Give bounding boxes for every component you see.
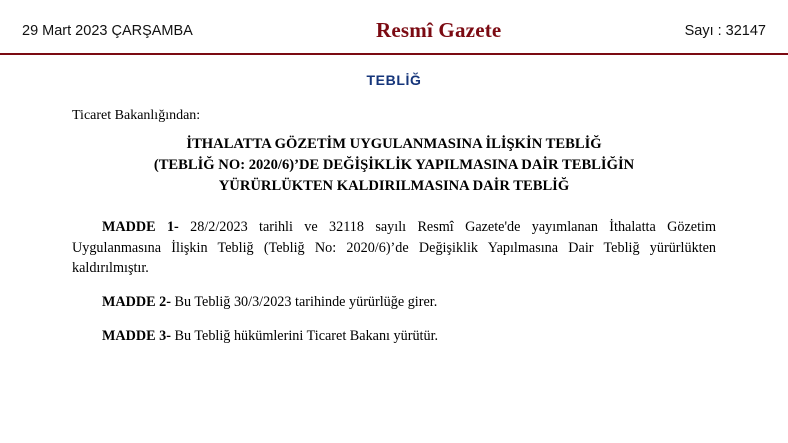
masthead — [0, 0, 788, 53]
article-number: MADDE 3- — [102, 328, 171, 345]
section-label: TEBLİĞ — [366, 72, 422, 88]
masthead-issue-number: Sayı : 32147 — [684, 22, 766, 39]
document-title-line: İTHALATTA GÖZETİM UYGULANMASINA İLİŞKİN TEBLİĞ — [186, 136, 602, 152]
article-item — [72, 326, 716, 346]
article-text: Bu Tebliğ 30/3/2023 tarihinde yürürlüğe girer. — [170, 294, 438, 311]
document-title-line: YÜRÜRLÜKTEN KALDIRILMASINA DAİR TEBLİĞ — [218, 178, 570, 195]
article-item — [72, 217, 716, 277]
document-body — [0, 108, 788, 347]
articles-list — [72, 217, 716, 346]
masthead-title: Resmî Gazete — [376, 18, 502, 42]
article-number: MADDE 1- — [102, 219, 179, 236]
document-issuer: Ticaret Bakanlığından: — [72, 108, 201, 123]
article-number: MADDE 2- — [102, 294, 171, 311]
masthead-divider — [0, 53, 788, 55]
masthead-date: 29 Mart 2023 ÇARŞAMBA — [22, 22, 193, 39]
article-text: 28/2/2023 tarihli ve 32118 sayılı Resmî Gazete'de yayımlanan İthalatta Gözetim Uygulanmasına İlişkin Tebliğ (Tebliğ No: 2020/6)’de Değişiklik Yapılmasına Dair Tebliğ yürürlükten kaldırılmıştır. — [72, 219, 716, 276]
document-title — [72, 134, 716, 197]
article-item — [72, 292, 716, 312]
article-text: Bu Tebliğ hükümlerini Ticaret Bakanı yürütür. — [170, 328, 439, 345]
document-title-line: (TEBLİĞ NO: 2020/6)’DE DEĞİŞİKLİK YAPILMASINA DAİR TEBLİĞİN — [153, 157, 635, 174]
